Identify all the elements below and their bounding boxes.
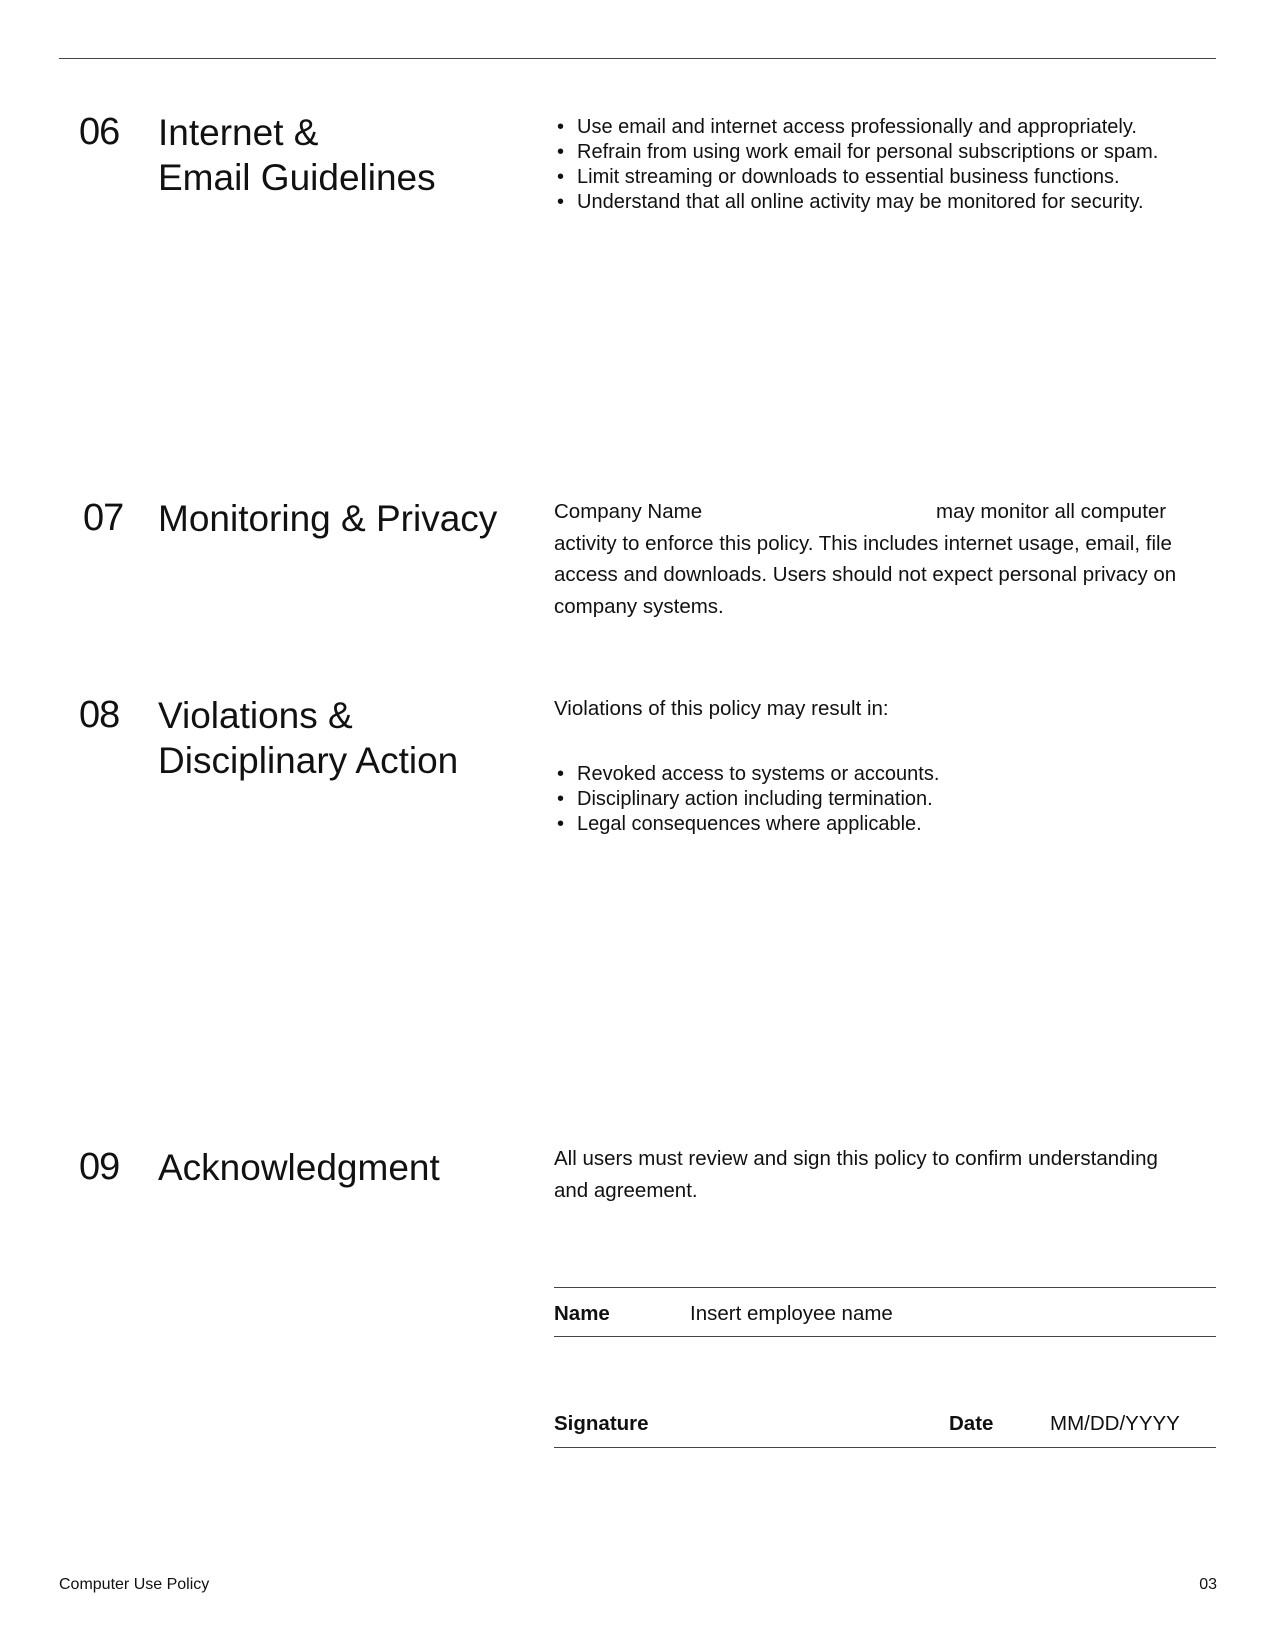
signature-label: Signature xyxy=(554,1412,649,1435)
date-label: Date xyxy=(949,1412,994,1435)
bullet-list xyxy=(554,115,1214,215)
footer-document-title: Computer Use Policy xyxy=(59,1576,210,1593)
bullet-list xyxy=(554,762,1214,837)
field-divider xyxy=(554,1287,1216,1288)
employee-name-field[interactable]: Insert employee name xyxy=(690,1302,893,1325)
list-item: • Limit streaming or downloads to essential business functions. xyxy=(554,165,1214,190)
section-title-line: Email Guidelines xyxy=(158,157,436,198)
section-title-line: Internet & xyxy=(158,112,319,153)
section-title xyxy=(158,693,458,783)
section-number: 08 xyxy=(79,694,120,736)
section-title-line: Disciplinary Action xyxy=(158,740,459,781)
header-divider xyxy=(59,58,1216,59)
paragraph-text: may monitor all computer xyxy=(936,500,1167,523)
list-item: • Disciplinary action including termination. xyxy=(554,787,1214,812)
section-title xyxy=(158,110,436,200)
footer-page-number: 03 xyxy=(1199,1576,1217,1593)
field-divider xyxy=(554,1336,1216,1337)
field-divider xyxy=(554,1447,1216,1448)
section-body: All users must review and sign this policy to confirm understanding and agreement. xyxy=(554,1147,1158,1202)
company-name-field[interactable]: Company Name xyxy=(554,500,703,523)
section-body xyxy=(554,496,1214,622)
section-number: 09 xyxy=(79,1146,120,1188)
list-item: • Use email and internet access professionally and appropriately. xyxy=(554,115,1214,140)
section-title-line: Violations & xyxy=(158,695,353,736)
list-item: • Legal consequences where applicable. xyxy=(554,812,1214,837)
date-field[interactable]: MM/DD/YYYY xyxy=(1050,1412,1180,1435)
section-body xyxy=(554,762,1214,837)
section-title: Monitoring & Privacy xyxy=(158,498,498,539)
section-number: 06 xyxy=(79,111,120,153)
list-item: • Refrain from using work email for personal subscriptions or spam. xyxy=(554,140,1214,165)
section-title: Acknowledgment xyxy=(158,1147,440,1188)
list-item: • Revoked access to systems or accounts. xyxy=(554,762,1214,787)
section-number: 07 xyxy=(83,497,124,539)
signature-field[interactable] xyxy=(680,1400,920,1440)
paragraph-text: activity to enforce this policy. This includes internet usage, email, file access and downloads. Users should not expect personal privacy on company systems. xyxy=(554,531,1177,618)
section-intro: Violations of this policy may result in: xyxy=(554,697,889,720)
first-line xyxy=(554,496,1214,528)
section-body xyxy=(554,115,1214,215)
name-label: Name xyxy=(554,1302,610,1325)
list-item: • Understand that all online activity may be monitored for security. xyxy=(554,190,1214,215)
